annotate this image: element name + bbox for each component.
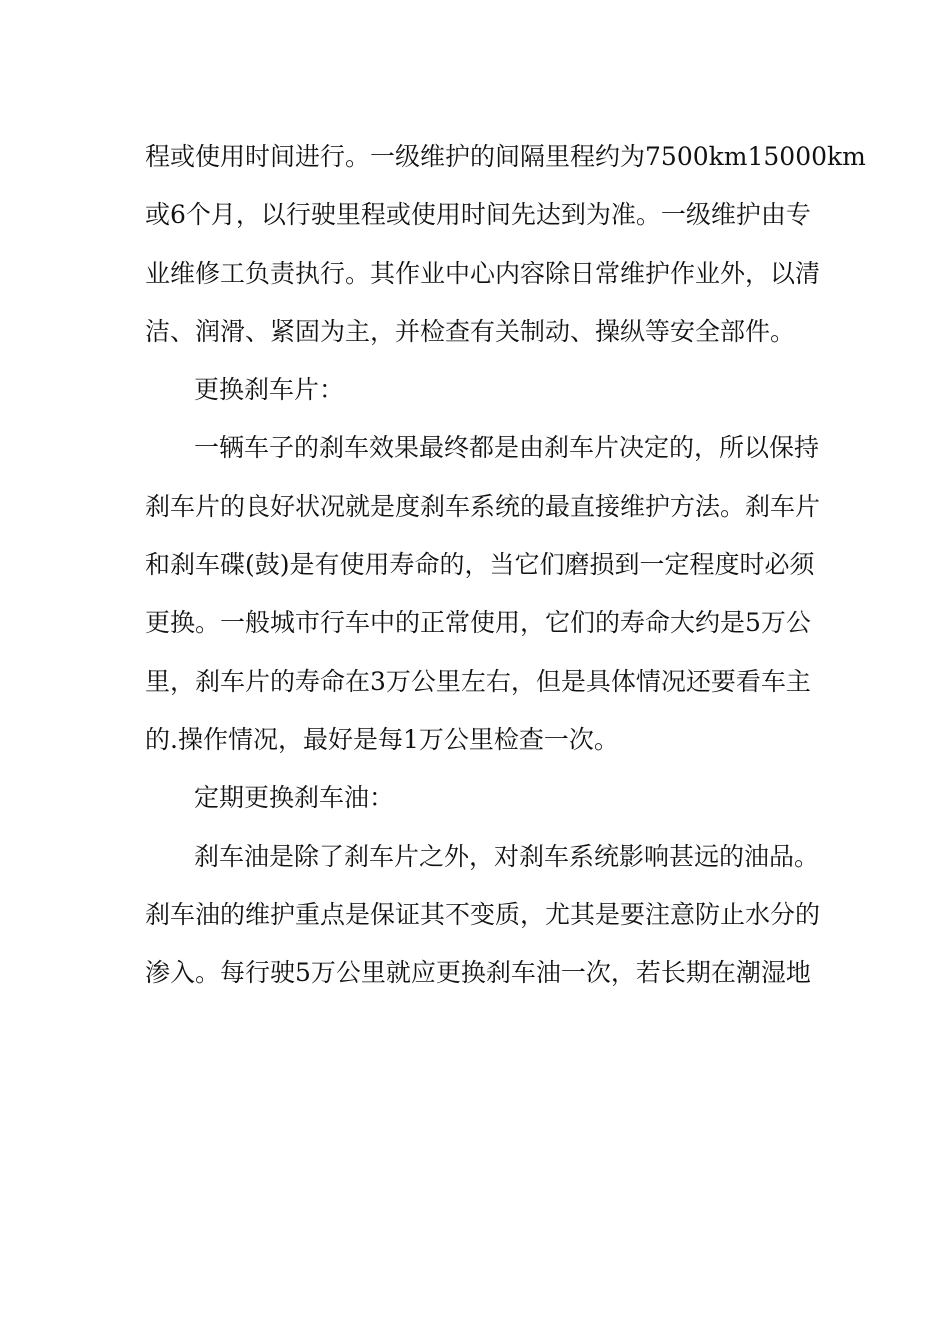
text-line: 的.操作情况，最好是每1万公里检查一次。 bbox=[145, 724, 619, 754]
text-line: 程或使用时间进行。一级维护的间隔里程约为7500km15000km bbox=[145, 142, 866, 171]
text-line: 更换。一般城市行车中的正常使用，它们的寿命大约是5万公 bbox=[145, 608, 811, 638]
text-line: 里，刹车片的寿命在3万公里左右，但是具体情况还要看车主 bbox=[145, 666, 811, 696]
body-text bbox=[145, 128, 866, 1002]
text-line: 或6个月，以行驶里程或使用时间先达到为准。一级维护由专 bbox=[145, 200, 811, 230]
text-line: 和刹车碟(鼓)是有使用寿命的，当它们磨损到一定程度时必须 bbox=[145, 550, 815, 580]
section-heading: 定期更换刹车油： bbox=[194, 783, 395, 813]
text-line: 刹车片的良好状况就是度刹车系统的最直接维护方法。刹车片 bbox=[145, 491, 821, 521]
text-line: 洁、润滑、紧固为主，并检查有关制动、操纵等安全部件。 bbox=[145, 316, 796, 346]
text-line: 一辆车子的刹车效果最终都是由刹车片决定的，所以保持 bbox=[194, 433, 820, 463]
text-line: 刹车油是除了刹车片之外，对刹车系统影响甚远的油品。 bbox=[194, 841, 820, 871]
text-line: 业维修工负责执行。其作业中心内容除日常维护作业外，以清 bbox=[145, 258, 821, 288]
text-line: 刹车油的维护重点是保证其不变质，尤其是要注意防止水分的 bbox=[145, 899, 821, 929]
section-heading: 更换刹车片： bbox=[194, 375, 345, 405]
text-line: 渗入。每行驶5万公里就应更换刹车油一次，若长期在潮湿地 bbox=[145, 958, 811, 988]
